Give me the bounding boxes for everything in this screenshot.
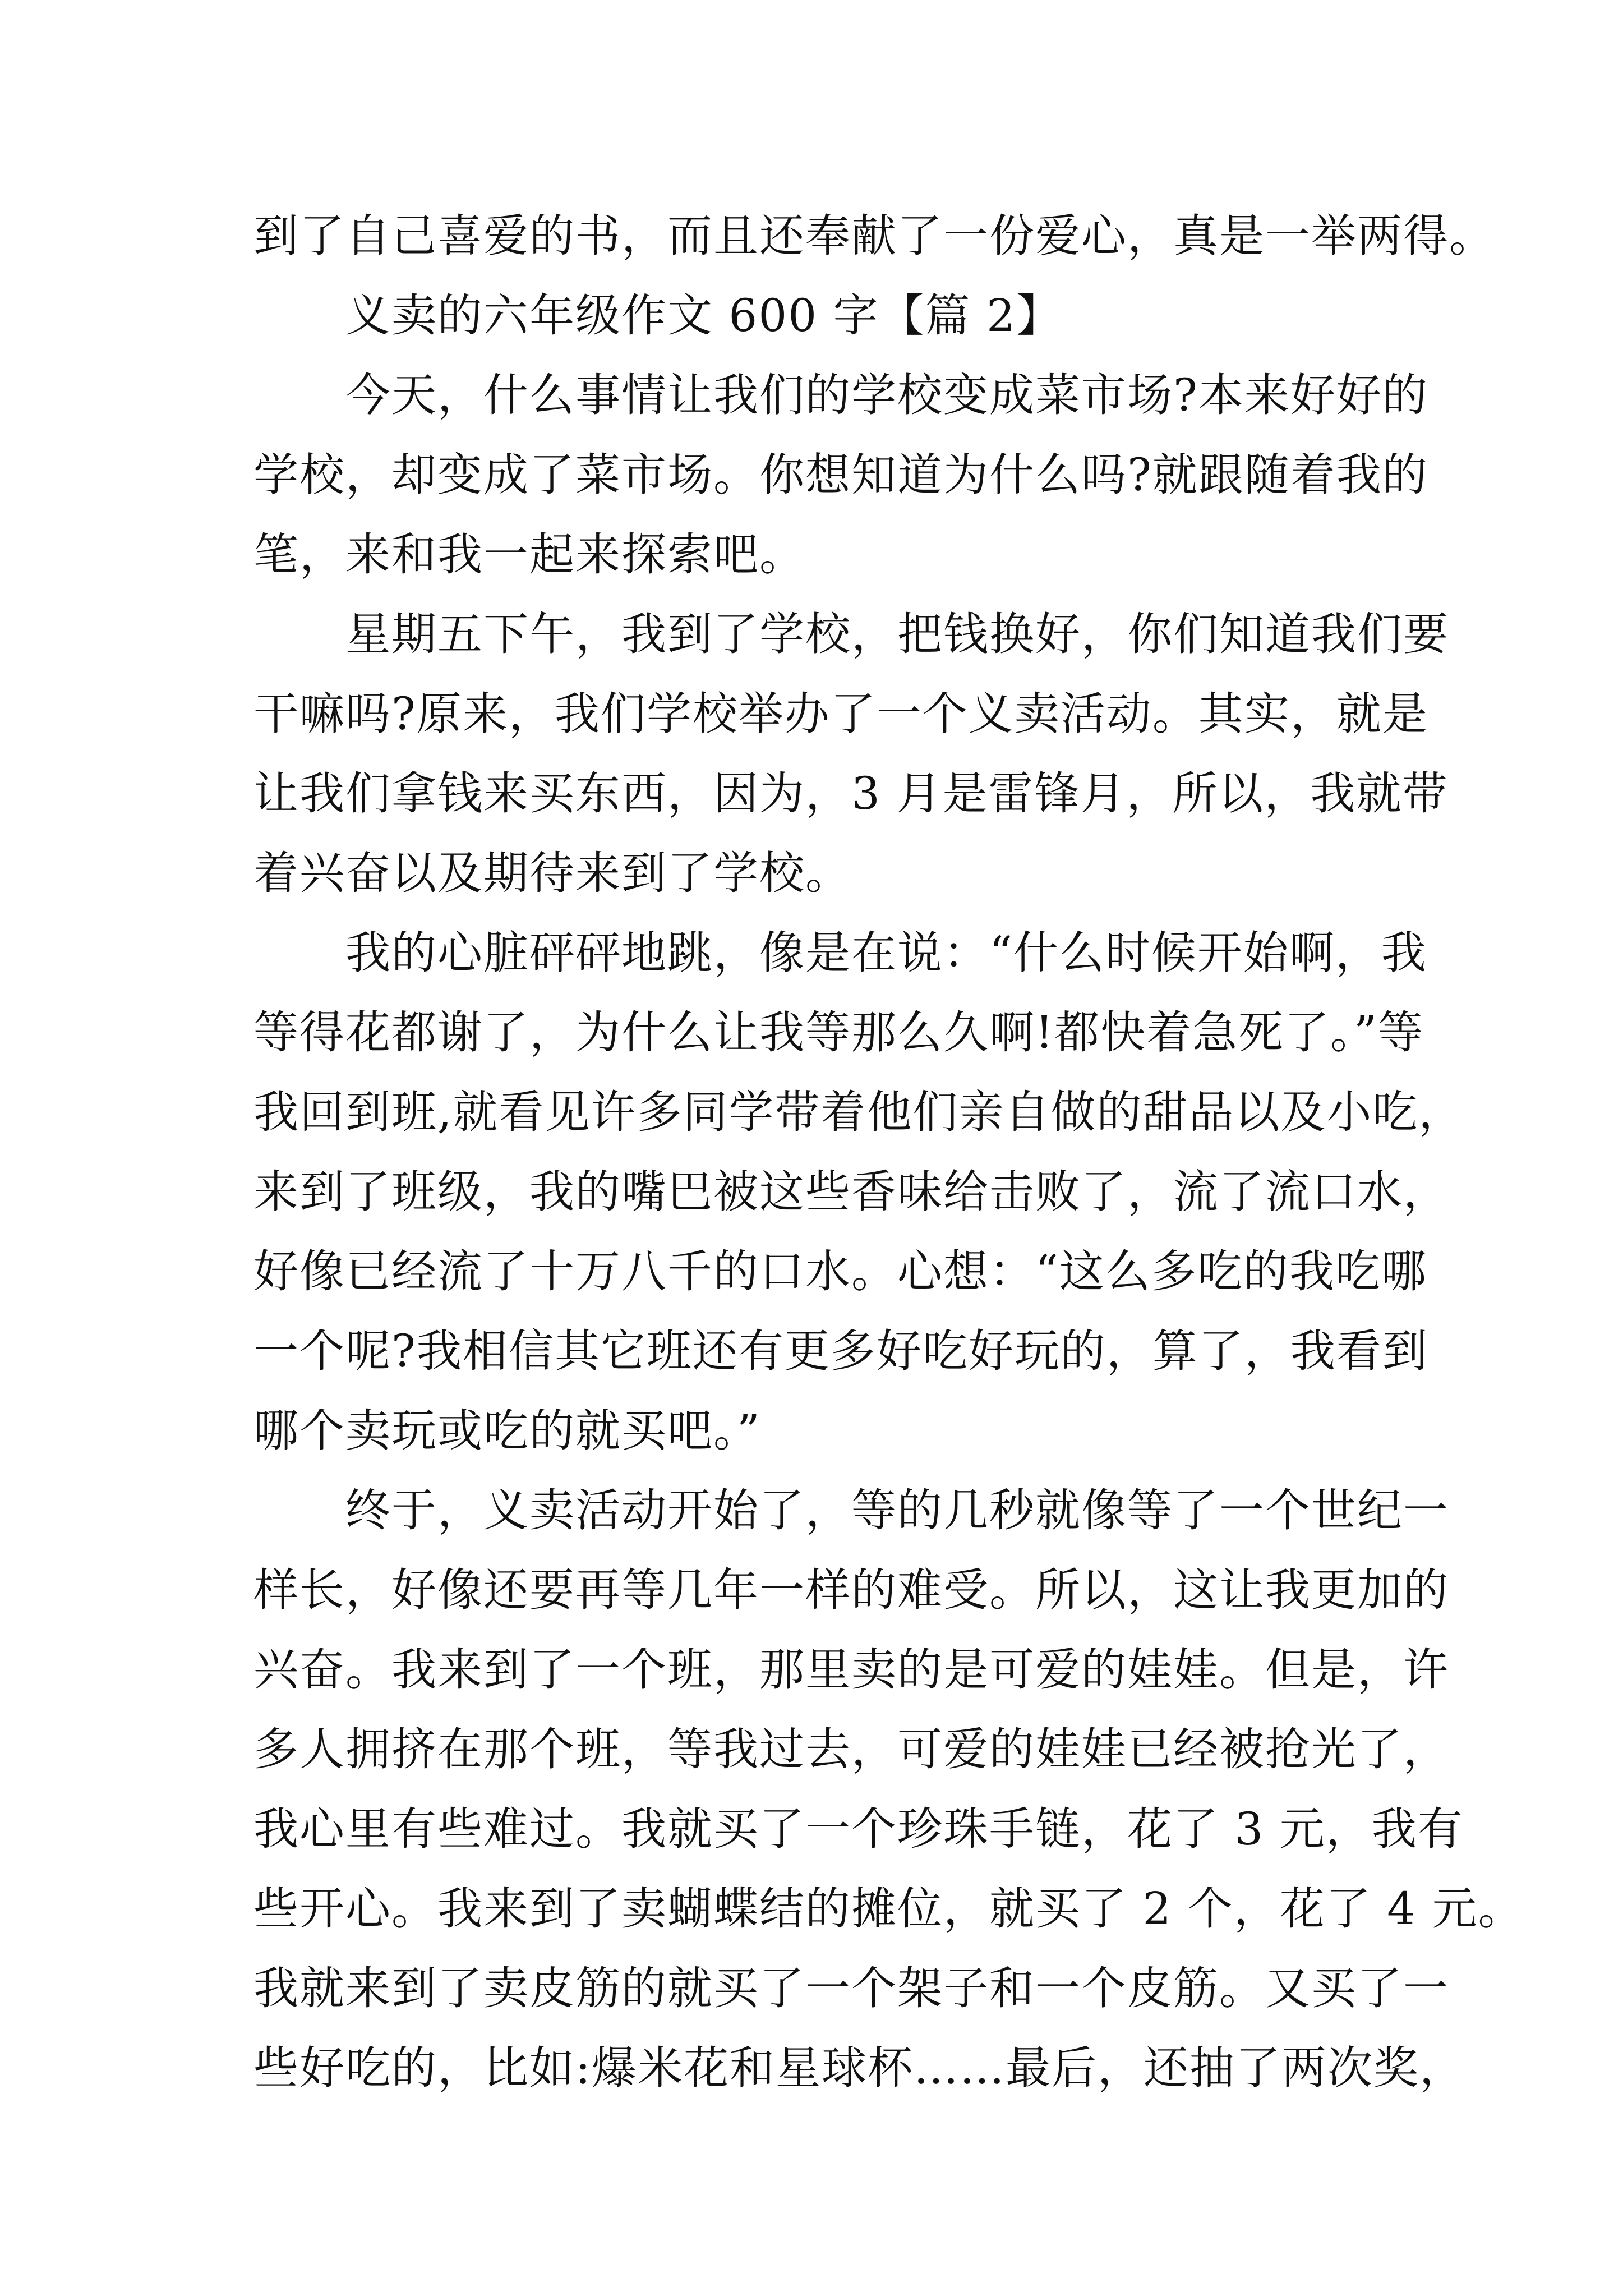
text-line: 些开心。我来到了卖蝴蝶结的摊位，就买了 2 个，花了 4 元。 [253, 1883, 1524, 1935]
essay-text [253, 196, 1524, 2108]
text-line: 一个呢?我相信其它班还有更多好吃好玩的，算了，我看到 [253, 1325, 1428, 1377]
text-line: 我回到班,就看见许多同学带着他们亲自做的甜品以及小吃， [253, 1086, 1465, 1138]
text-line: 样长，好像还要再等几年一样的难受。所以，这让我更加的 [253, 1564, 1449, 1616]
text-line: 好像已经流了十万八千的口水。心想：“这么多吃的我吃哪 [253, 1245, 1427, 1297]
text-line: 到了自己喜爱的书，而且还奉献了一份爱心，真是一举两得。 [253, 210, 1495, 262]
text-line: 学校，却变成了菜市场。你想知道为什么吗?就跟随着我的 [253, 449, 1428, 501]
text-line: 我就来到了卖皮筋的就买了一个架子和一个皮筋。又买了一 [253, 1962, 1449, 2014]
text-line: 笔，来和我一起来探索吧。 [253, 528, 805, 581]
text-line: 些好吃的，比如:爆米花和星球杯……最后，还抽了两次奖， [253, 2042, 1465, 2094]
text-line: 哪个卖玩或吃的就买吧。” [253, 1405, 761, 1457]
text-line: 多人拥挤在那个班，等我过去，可爱的娃娃已经被抢光了， [253, 1723, 1449, 1775]
text-line: 今天，什么事情让我们的学校变成菜市场?本来好好的 [253, 369, 1428, 421]
section-heading: 义卖的六年级作文 600 字【篇 2】 [253, 289, 1062, 342]
text-line: 着兴奋以及期待来到了学校。 [253, 847, 851, 899]
text-line: 让我们拿钱来买东西，因为，3 月是雷锋月，所以，我就带 [253, 767, 1449, 820]
text-line: 星期五下午，我到了学校，把钱换好，你们知道我们要 [253, 608, 1449, 660]
text-line: 我的心脏砰砰地跳，像是在说：“什么时候开始啊，我 [253, 927, 1427, 979]
text-line: 我心里有些难过。我就买了一个珍珠手链，花了 3 元，我有 [253, 1803, 1464, 1855]
text-line: 终于，义卖活动开始了，等的几秒就像等了一个世纪一 [253, 1484, 1449, 1536]
text-line: 等得花都谢了，为什么让我等那么久啊!都快着急死了。”等 [253, 1006, 1424, 1059]
text-line: 来到了班级，我的嘴巴被这些香味给击败了，流了流口水， [253, 1166, 1449, 1218]
text-line: 兴奋。我来到了一个班，那里卖的是可爱的娃娃。但是，许 [253, 1644, 1449, 1696]
text-line: 干嘛吗?原来，我们学校举办了一个义卖活动。其实，就是 [253, 688, 1428, 740]
